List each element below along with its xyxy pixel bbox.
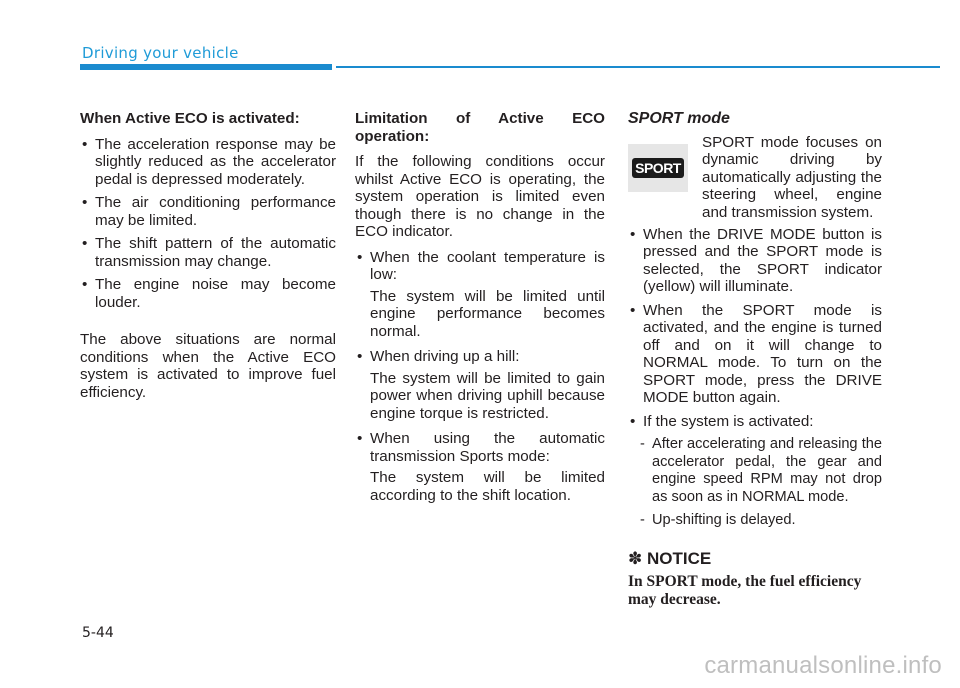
list-item-text: The shift pattern of the automatic transmission may change. <box>95 235 336 270</box>
list-item-text: After accelerating and releasing the accelerator pedal, the gear and engine speed RPM may not drop as soon as in NORMAL mode. <box>652 436 882 505</box>
sport-mode-heading: SPORT mode <box>628 110 730 127</box>
active-eco-list <box>80 136 336 312</box>
column-sport-mode <box>628 110 882 609</box>
sport-mode-list <box>628 226 882 431</box>
notice-heading: ✽ NOTICE <box>628 548 712 568</box>
list-item-detail: The system will be limited according to the shift location. <box>370 469 605 504</box>
watermark: carmanualsonline.info <box>704 652 942 679</box>
active-eco-heading: When Active ECO is activated: <box>80 110 300 127</box>
notice-body: In SPORT mode, the fuel efficiency may decrease. <box>628 573 862 608</box>
limitation-heading: Limitation of Active ECO operation: <box>355 110 605 145</box>
header-rule-thick <box>80 64 332 70</box>
list-item: • When using the automatic transmission Sports mode: The system will be limited according to the shift location. <box>357 430 605 504</box>
list-item-text: When the SPORT mode is activated, and the engine is turned off and on it will change to NORMAL mode. To turn on the SPORT mode, press the DRIVE MODE button again. <box>643 301 882 406</box>
sport-indicator-icon <box>628 144 688 192</box>
list-item: • When the coolant temperature is low: The system will be limited until engine performance becomes normal. <box>357 248 605 340</box>
list-item: - Up-shifting is delayed. <box>640 512 796 528</box>
list-item: • The acceleration response may be slightly reduced as the accelerator pedal is depressed moderately. <box>82 135 336 188</box>
list-item-text: When driving up a hill: <box>370 348 520 365</box>
limitation-intro: If the following conditions occur whilst Active ECO is operating, the system operation is limited even though there is no change in the ECO indicator. <box>355 153 605 240</box>
page-number: 5-44 <box>82 625 114 641</box>
list-item-text: When using the automatic transmission Sports mode: <box>370 430 605 465</box>
list-item: - After accelerating and releasing the accelerator pedal, the gear and engine speed RPM may not drop as soon as in NORMAL mode. <box>640 436 882 505</box>
list-item-detail: The system will be limited to gain power when driving uphill because engine torque is restricted. <box>370 369 605 422</box>
list-item: • If the system is activated: <box>630 412 814 430</box>
limitation-list <box>355 249 605 505</box>
sport-mode-intro: SPORT mode focuses on dynamic driving by automatically adjusting the steering wheel, engine and transmission system. <box>702 133 882 221</box>
list-item: • When the DRIVE MODE button is pressed and the SPORT mode is selected, the SPORT indicator (yellow) will illuminate. <box>630 225 882 295</box>
list-item-text: If the system is activated: <box>643 412 814 430</box>
column-limitation <box>355 110 605 512</box>
list-item: • When the SPORT mode is activated, and the engine is turned off and on it will change to NORMAL mode. To turn on the SPORT mode, press the DRIVE MODE button again. <box>630 301 882 406</box>
column-active-eco <box>80 110 336 409</box>
list-item-text: Up-shifting is delayed. <box>652 512 796 528</box>
list-item-detail: The system will be limited until engine performance becomes normal. <box>370 287 605 340</box>
list-item: • The air conditioning performance may be limited. <box>82 194 336 229</box>
sport-badge-label: SPORT <box>632 158 684 178</box>
list-item: • The shift pattern of the automatic transmission may change. <box>82 235 336 270</box>
list-item: • When driving up a hill: The system will be limited to gain power when driving uphill because engine torque is restricted. <box>357 348 605 422</box>
section-title: Driving your vehicle <box>82 44 239 62</box>
list-item-text: When the coolant temperature is low: <box>370 248 605 283</box>
list-item-text: The acceleration response may be slightly reduced as the accelerator pedal is depressed moderately. <box>95 135 336 188</box>
active-eco-paragraph: The above situations are normal conditions when the Active ECO system is activated to improve fuel efficiency. <box>80 331 336 401</box>
sport-mode-intro-row <box>628 134 882 220</box>
list-item-text: The air conditioning performance may be limited. <box>95 194 336 229</box>
sport-mode-sublist <box>640 436 882 530</box>
list-item: • The engine noise may become louder. <box>82 276 336 311</box>
header-rule-thin <box>336 66 940 68</box>
list-item-text: The engine noise may become louder. <box>95 276 336 311</box>
list-item-text: When the DRIVE MODE button is pressed and the SPORT mode is selected, the SPORT indicator (yellow) will illuminate. <box>643 225 882 295</box>
